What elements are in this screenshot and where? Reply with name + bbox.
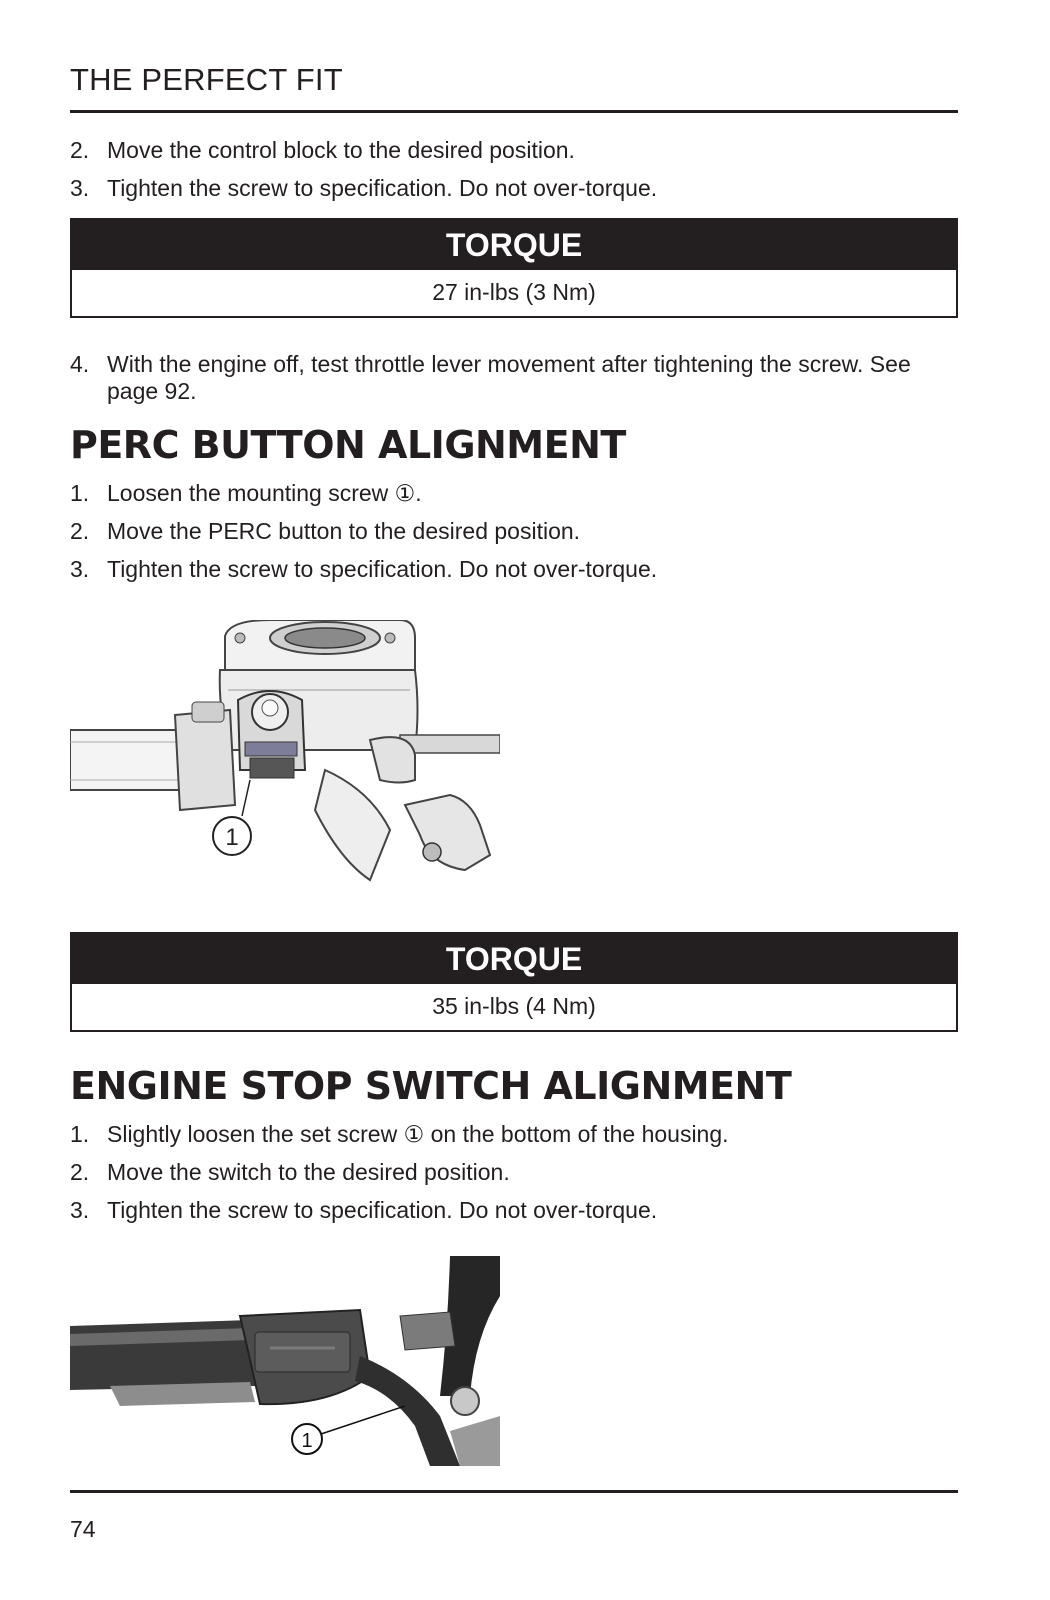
manual-page — [70, 0, 958, 1600]
handlebar-perc-illustration — [70, 620, 500, 892]
torque-value: 35 in-lbs (4 Nm) — [72, 982, 956, 1030]
intro-steps — [70, 137, 958, 213]
list-item: 2. Move the PERC button to the desired position. — [70, 518, 581, 544]
page-number: 74 — [70, 1516, 96, 1542]
list-item: 3. Tighten the screw to specification. Do not over-torque. — [70, 1197, 658, 1223]
torque-table-1 — [70, 218, 958, 318]
footer-rule — [70, 1490, 958, 1493]
engine-stop-section-title: ENGINE STOP SWITCH ALIGNMENT — [70, 1064, 792, 1108]
list-item: 3. Tighten the screw to specification. Do not over-torque. — [70, 175, 658, 201]
torque-header: TORQUE — [72, 934, 956, 982]
header-rule — [70, 110, 958, 113]
figure-callout-number: 1 — [225, 824, 239, 851]
page-header: THE PERFECT FIT — [70, 62, 343, 97]
torque-header: TORQUE — [72, 220, 956, 268]
list-item: 1. Loosen the mounting screw ①. — [70, 480, 422, 506]
list-item: 2. Move the control block to the desired position. — [70, 137, 575, 163]
list-item: 2. Move the switch to the desired position. — [70, 1159, 510, 1185]
list-item: 1. Slightly loosen the set screw ① on the bottom of the housing. — [70, 1121, 729, 1147]
figure-callout-number: 1 — [301, 1430, 313, 1452]
list-item: 4. With the engine off, test throttle lever movement after tightening the screw. See page 92. — [70, 351, 911, 404]
list-item: 3. Tighten the screw to specification. Do not over-torque. — [70, 556, 658, 582]
engine-stop-steps — [70, 1121, 958, 1235]
step-4-list — [70, 351, 958, 416]
torque-table-2 — [70, 932, 958, 1032]
engine-stop-switch-figure — [70, 1256, 500, 1466]
perc-button-figure — [70, 620, 500, 892]
torque-value: 27 in-lbs (3 Nm) — [72, 268, 956, 316]
handlebar-switch-photo — [70, 1256, 500, 1466]
perc-steps — [70, 480, 958, 594]
perc-section-title: PERC BUTTON ALIGNMENT — [70, 423, 626, 467]
